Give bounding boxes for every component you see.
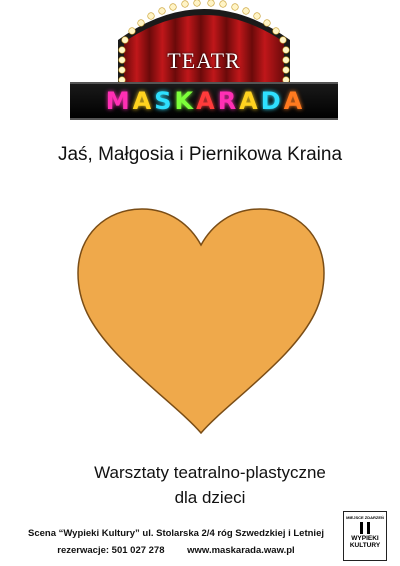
marquee-letter: K <box>174 87 194 115</box>
marquee-letter: A <box>196 87 215 115</box>
logo-teatr-text: TEATR <box>167 48 241 73</box>
marquee-letter: M <box>105 87 130 115</box>
contact-line <box>10 545 342 556</box>
theatre-logo <box>70 0 338 120</box>
marquee-letter: D <box>260 87 281 115</box>
marquee-letter: A <box>283 87 303 115</box>
subtitle-line-1: Warsztaty teatralno-plastyczne <box>94 463 326 482</box>
badge-line-2: KULTURY <box>349 542 381 549</box>
event-subtitle <box>40 460 380 510</box>
logo-marquee-sign <box>70 82 338 120</box>
marquee-letter: S <box>154 87 172 115</box>
website-link[interactable]: www.maskarada.waw.pl <box>187 545 295 556</box>
marquee-letter: R <box>217 87 237 115</box>
reservation-phone: rezerwacje: 501 027 278 <box>57 545 165 556</box>
venue-address: Scena “Wypieki Kultury” ul. Stolarska 2/4 róg Szwedzkiej i Letniej <box>28 528 324 539</box>
marquee-letter: A <box>239 87 258 115</box>
badge-line-1: WYPIEKI <box>351 535 379 542</box>
subtitle-line-2: dla dzieci <box>174 488 246 507</box>
badge-bars-icon <box>358 521 372 535</box>
play-title: Jaś, Małgosia i Piernikowa Kraina <box>57 144 343 165</box>
badge-small-text: MIEJSCE ZDARZEŃ <box>346 515 384 520</box>
gingerbread-heart-icon <box>76 207 326 435</box>
wypieki-kultury-badge <box>343 511 387 561</box>
marquee-letter: A <box>132 87 152 115</box>
